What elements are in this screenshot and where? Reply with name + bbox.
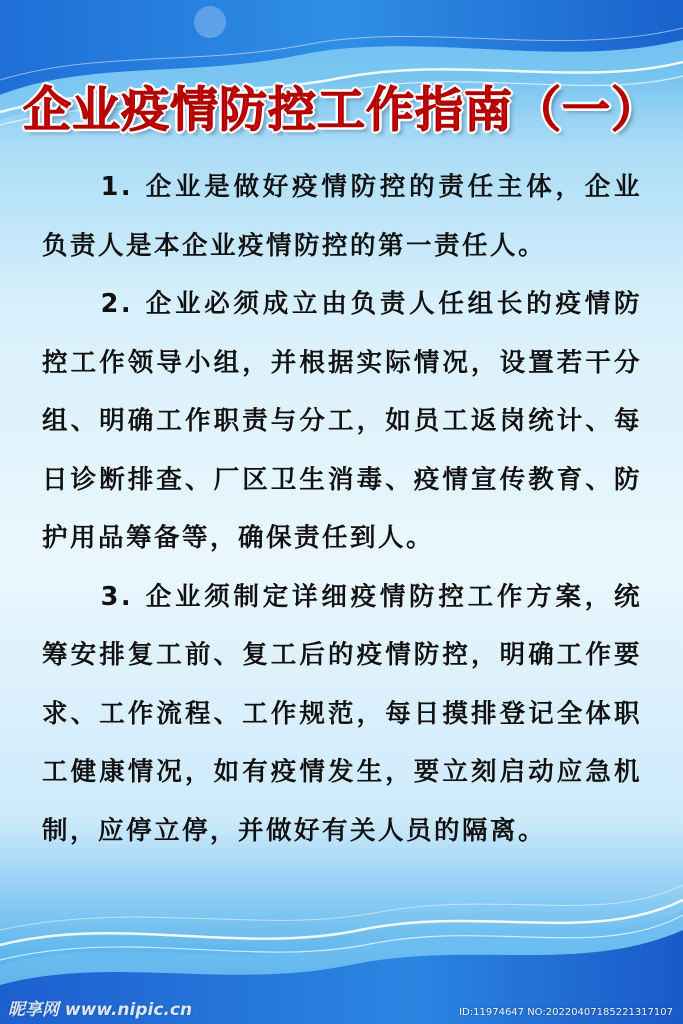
site-watermark: 昵享网 www.nipic.cn <box>8 1000 193 1020</box>
image-id-watermark: ID:11974647 NO:20220407185221317107 <box>459 1007 673 1018</box>
paragraph-1: 1. 企业是做好疫情防控的责任主体，企业负责人是本企业疫情防控的第一责任人。 <box>42 172 642 261</box>
poster-title: 企业疫情防控工作指南（一） <box>22 82 660 138</box>
paragraph-2: 2. 企业必须成立由负责人任组长的疫情防控工作领导小组，并根据实际情况，设置若干分组、明确工作职责与分工，如员工返岗统计、每日诊断排查、厂区卫生消毒、疫情宣传教育、防护用品筹备等，确保责任到人。 <box>42 289 642 553</box>
paragraph-3: 3. 企业须制定详细疫情防控工作方案，统筹安排复工前、复工后的疫情防控，明确工作要求、工作流程、工作规范，每日摸排登记全体职工健康情况，如有疫情发生，要立刻启动应急机制，应停立停，并做好有关人员的隔离。 <box>42 581 642 846</box>
poster-body <box>42 158 642 860</box>
